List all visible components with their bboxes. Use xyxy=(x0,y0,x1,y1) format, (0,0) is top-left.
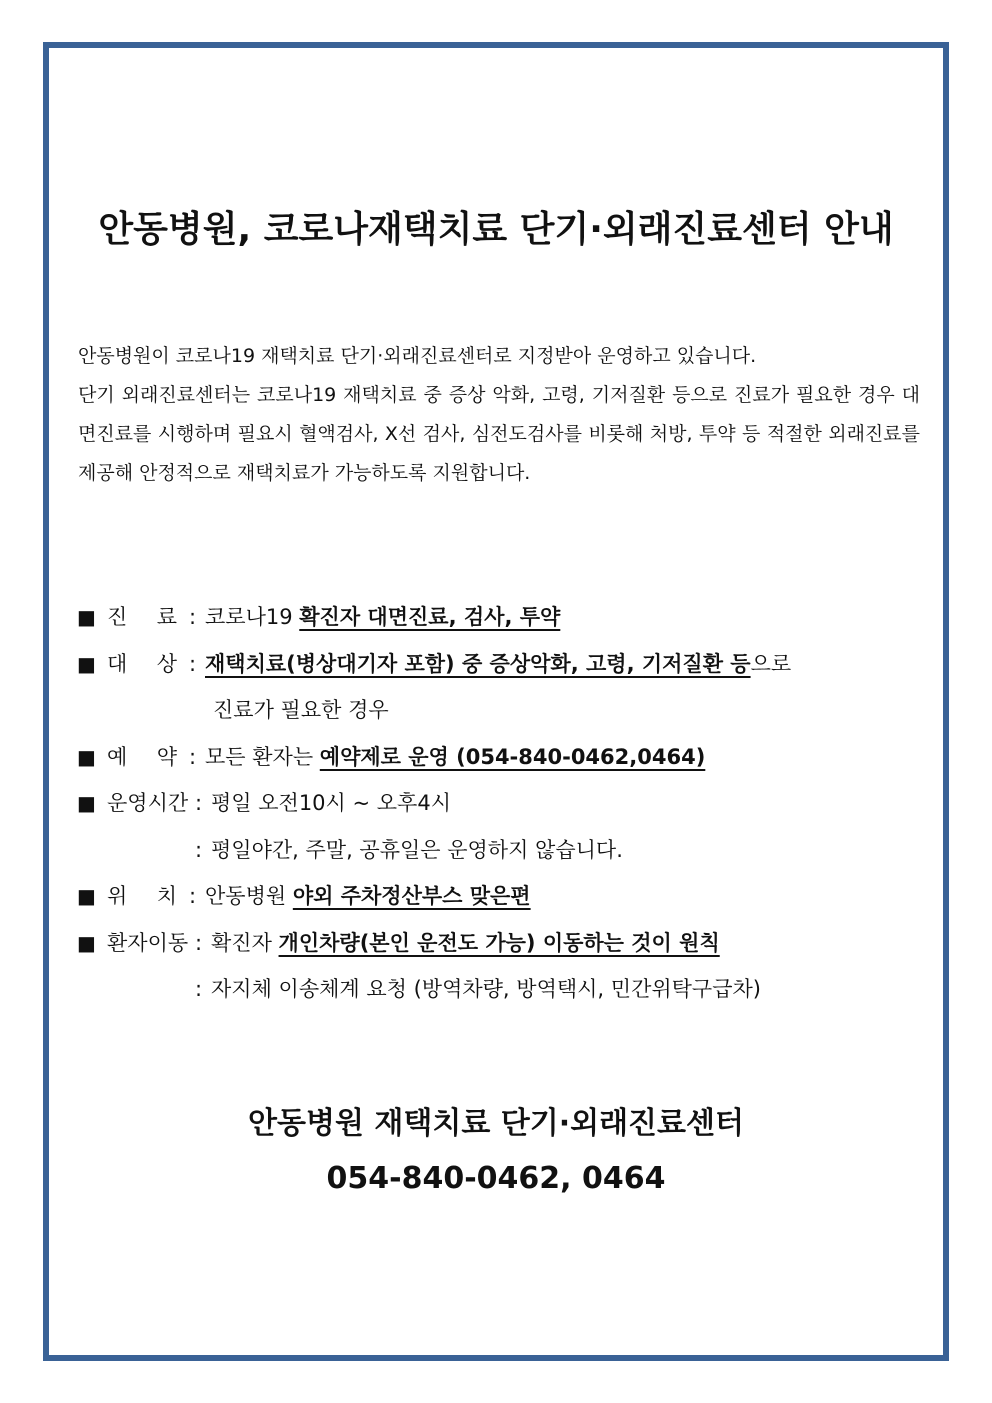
colon: : xyxy=(195,930,203,955)
item-target xyxy=(77,641,937,688)
item-hours xyxy=(77,780,937,827)
item-label: 환자이동 xyxy=(107,930,189,955)
item-text: 평일 오전10시 ~ 오후4시 xyxy=(211,791,451,815)
intro-paragraph xyxy=(78,337,920,493)
item-label: 예 약 xyxy=(107,744,177,769)
bullet-icon: ■ xyxy=(77,651,96,676)
colon: : xyxy=(189,744,197,769)
item-text: 진료가 필요한 경우 xyxy=(213,698,389,722)
item-label: 대 상 xyxy=(107,651,177,676)
colon: : xyxy=(195,837,203,862)
item-transport-continuation xyxy=(77,966,937,1013)
bullet-icon: ■ xyxy=(77,605,96,629)
colon: : xyxy=(195,977,203,1001)
document-frame xyxy=(43,42,949,1361)
intro-line-1: 안동병원이 코로나19 재택치료 단기·외래진료센터로 지정받아 운영하고 있습니다. xyxy=(78,345,757,367)
item-text: 모든 환자는 xyxy=(205,744,320,769)
item-highlight: 예약제로 운영 (054-840-0462,0464) xyxy=(319,744,706,769)
item-text: 으로 xyxy=(750,651,792,676)
item-text: 확진자 xyxy=(211,930,279,955)
page-title: 안동병원, 코로나재택치료 단기·외래진료센터 안내 xyxy=(98,209,894,250)
item-text: 안동병원 xyxy=(205,884,293,908)
info-list xyxy=(77,594,937,1013)
item-highlight: 야외 주차정산부스 맞은편 xyxy=(292,884,531,908)
bullet-icon: ■ xyxy=(77,884,96,908)
item-highlight: 개인차량(본인 운전도 가능) 이동하는 것이 원칙 xyxy=(278,930,720,955)
item-treatment xyxy=(77,594,937,641)
item-label: 위 치 xyxy=(107,884,177,908)
bullet-icon: ■ xyxy=(77,930,96,955)
item-reservation xyxy=(77,734,937,781)
item-transport xyxy=(77,920,937,967)
colon: : xyxy=(189,605,197,629)
footer-center-name: 안동병원 재택치료 단기·외래진료센터 xyxy=(248,1106,744,1141)
footer-phone: 054-840-0462, 0464 xyxy=(326,1161,666,1196)
item-highlight: 재택치료(병상대기자 포함) 중 증상악화, 고령, 기저질환 등 xyxy=(205,651,751,676)
item-hours-continuation xyxy=(77,827,937,874)
colon: : xyxy=(189,884,197,908)
colon: : xyxy=(189,651,197,676)
item-label: 운영시간 xyxy=(107,791,189,815)
item-text: 평일야간, 주말, 공휴일은 운영하지 않습니다. xyxy=(211,837,623,862)
item-label: 진 료 xyxy=(107,605,177,629)
bullet-icon: ■ xyxy=(77,791,96,815)
colon: : xyxy=(195,791,203,815)
item-text: 코로나19 xyxy=(205,605,300,629)
item-highlight: 확진자 대면진료, 검사, 투약 xyxy=(299,605,561,629)
bullet-icon: ■ xyxy=(77,744,96,769)
intro-line-2: 단기 외래진료센터는 코로나19 재택치료 중 증상 악화, 고령, 기저질환 등으로 진료가 필요한 경우 대면진료를 시행하며 필요시 혈액검사, X선 검사, 심전도검사를 비롯해 처방, 투약 등 적절한 외래진료를 제공해 안정적으로 재택치료가 가능하도록 지원합니다. xyxy=(78,384,920,484)
item-location xyxy=(77,873,937,920)
item-text: 자지체 이송체계 요청 (방역차량, 방역택시, 민간위탁구급차) xyxy=(211,977,761,1001)
item-target-continuation xyxy=(77,687,937,734)
